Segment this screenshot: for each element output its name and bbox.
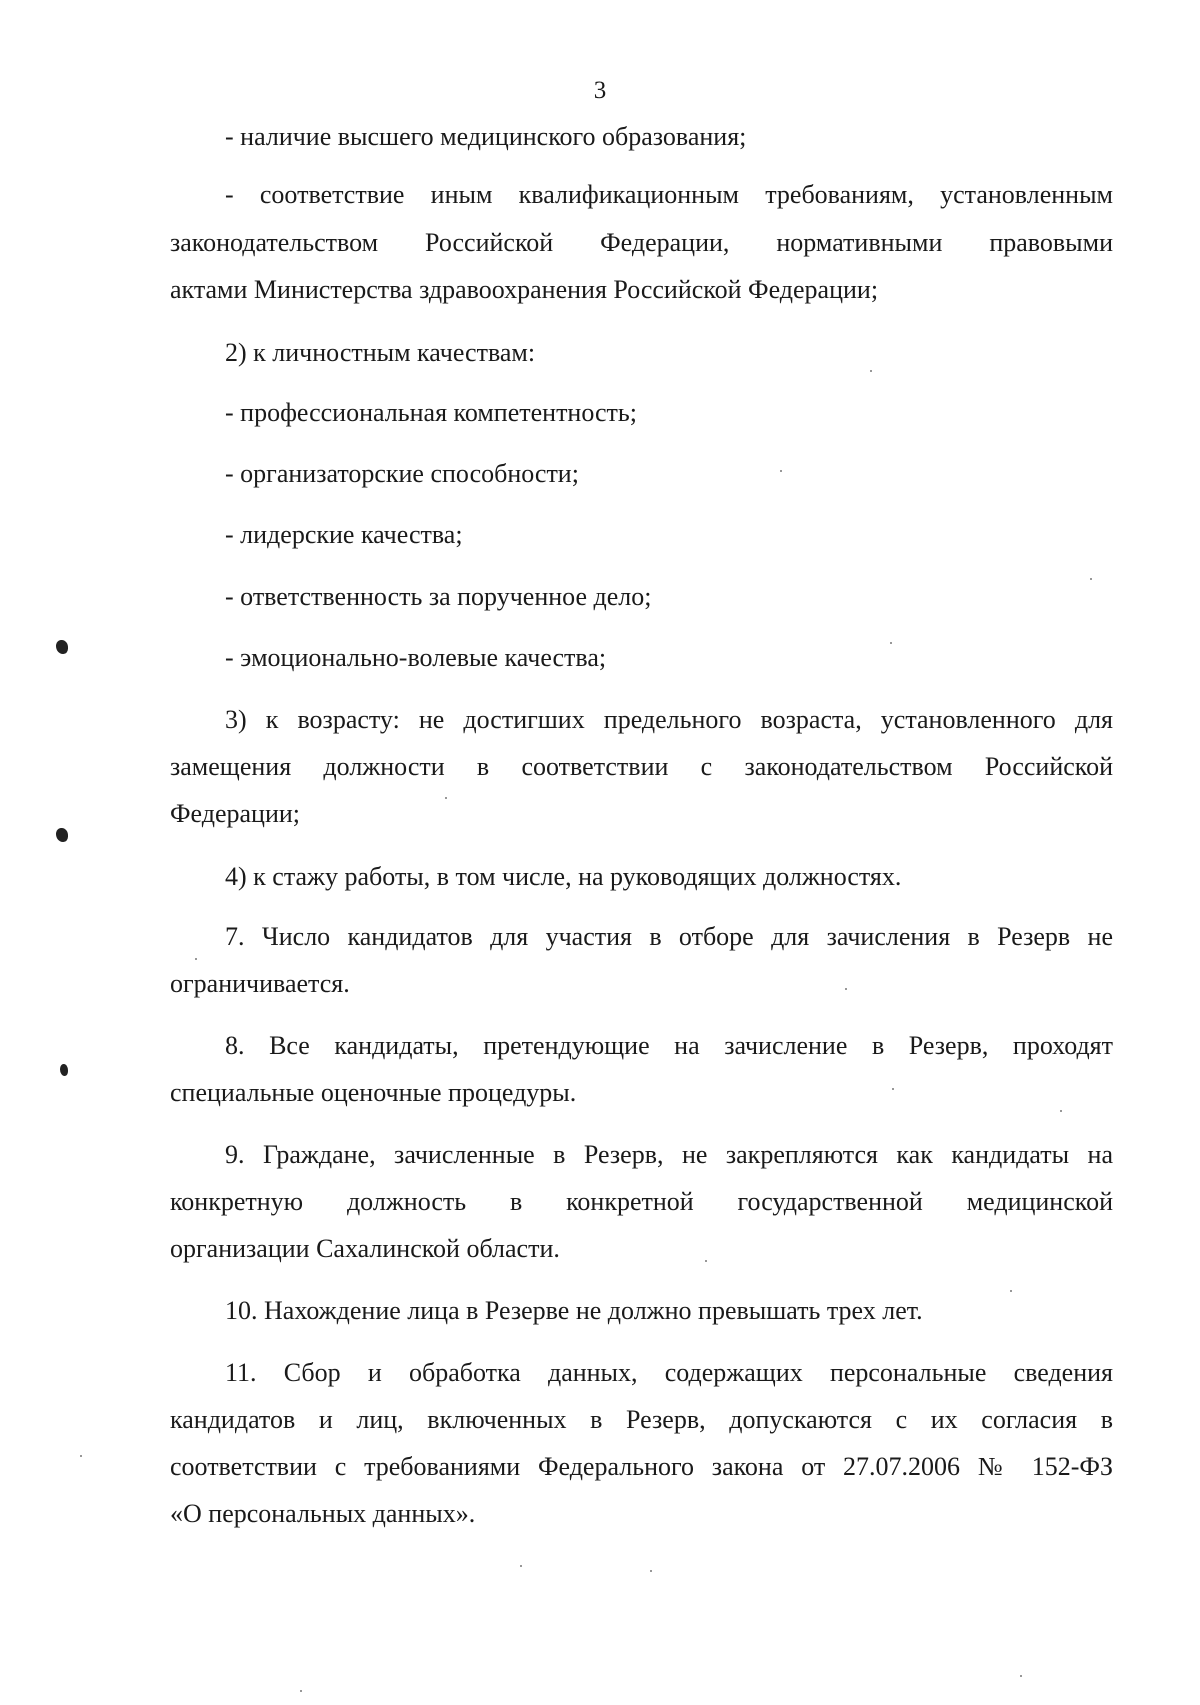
text-line: «О персональных данных». <box>170 1499 476 1528</box>
scan-speck <box>56 828 68 842</box>
text-line: 8. Все кандидаты, претендующие на зачисление в Резерв, проходят <box>225 1031 1113 1060</box>
text-line: актами Министерства здравоохранения Российской Федерации; <box>170 275 879 304</box>
scan-dust <box>80 1455 82 1457</box>
text-line: - наличие высшего медицинского образования; <box>225 122 747 151</box>
text-line: законодательством Российской Федерации, нормативными правовыми <box>170 228 1113 257</box>
text-line: 2) к личностным качествам: <box>225 338 536 367</box>
scan-dust <box>300 1690 302 1692</box>
scan-dust <box>845 988 847 990</box>
text-line: - организаторские способности; <box>225 459 579 488</box>
scan-dust <box>1090 578 1092 580</box>
scan-speck <box>56 640 68 654</box>
scan-dust <box>195 958 197 960</box>
scan-dust <box>445 797 447 799</box>
scan-speck <box>60 1064 68 1076</box>
text-line: Федерации; <box>170 799 301 828</box>
scan-dust <box>870 370 872 372</box>
scan-dust <box>650 1570 652 1572</box>
scan-dust <box>520 1565 522 1567</box>
text-line: специальные оценочные процедуры. <box>170 1078 577 1107</box>
text-line: замещения должности в соответствии с законодательством Российской <box>170 752 1113 781</box>
text-line: 9. Граждане, зачисленные в Резерв, не закрепляются как кандидаты на <box>225 1140 1113 1169</box>
scan-dust <box>892 1088 894 1090</box>
text-line: - эмоционально-волевые качества; <box>225 643 607 672</box>
text-line: соответствии с требованиями Федерального закона от 27.07.2006 № 152-ФЗ <box>170 1452 1113 1481</box>
scan-dust <box>1010 1290 1012 1292</box>
scan-dust <box>1020 1675 1022 1677</box>
text-line: 4) к стажу работы, в том числе, на руководящих должностях. <box>225 862 902 891</box>
text-line: - ответственность за порученное дело; <box>225 582 652 611</box>
text-line: кандидатов и лиц, включенных в Резерв, допускаются с их согласия в <box>170 1405 1113 1434</box>
text-line: 11. Сбор и обработка данных, содержащих персональные сведения <box>225 1358 1113 1387</box>
text-line: ограничивается. <box>170 969 350 998</box>
text-line: - соответствие иным квалификационным требованиям, установленным <box>225 180 1113 209</box>
text-line: - лидерские качества; <box>225 520 463 549</box>
scan-dust <box>890 642 892 644</box>
text-line: 10. Нахождение лица в Резерве не должно превышать трех лет. <box>225 1296 923 1325</box>
scan-dust <box>1060 1110 1062 1112</box>
text-line: 3) к возрасту: не достигших предельного возраста, установленного для <box>225 705 1113 734</box>
scan-dust <box>780 470 782 472</box>
text-line: конкретную должность в конкретной государственной медицинской <box>170 1187 1113 1216</box>
text-line: - профессиональная компетентность; <box>225 398 637 427</box>
text-line: организации Сахалинской области. <box>170 1234 560 1263</box>
scan-dust <box>705 1260 707 1262</box>
text-line: 7. Число кандидатов для участия в отборе для зачисления в Резерв не <box>225 922 1113 951</box>
page-number: 3 <box>593 77 607 104</box>
